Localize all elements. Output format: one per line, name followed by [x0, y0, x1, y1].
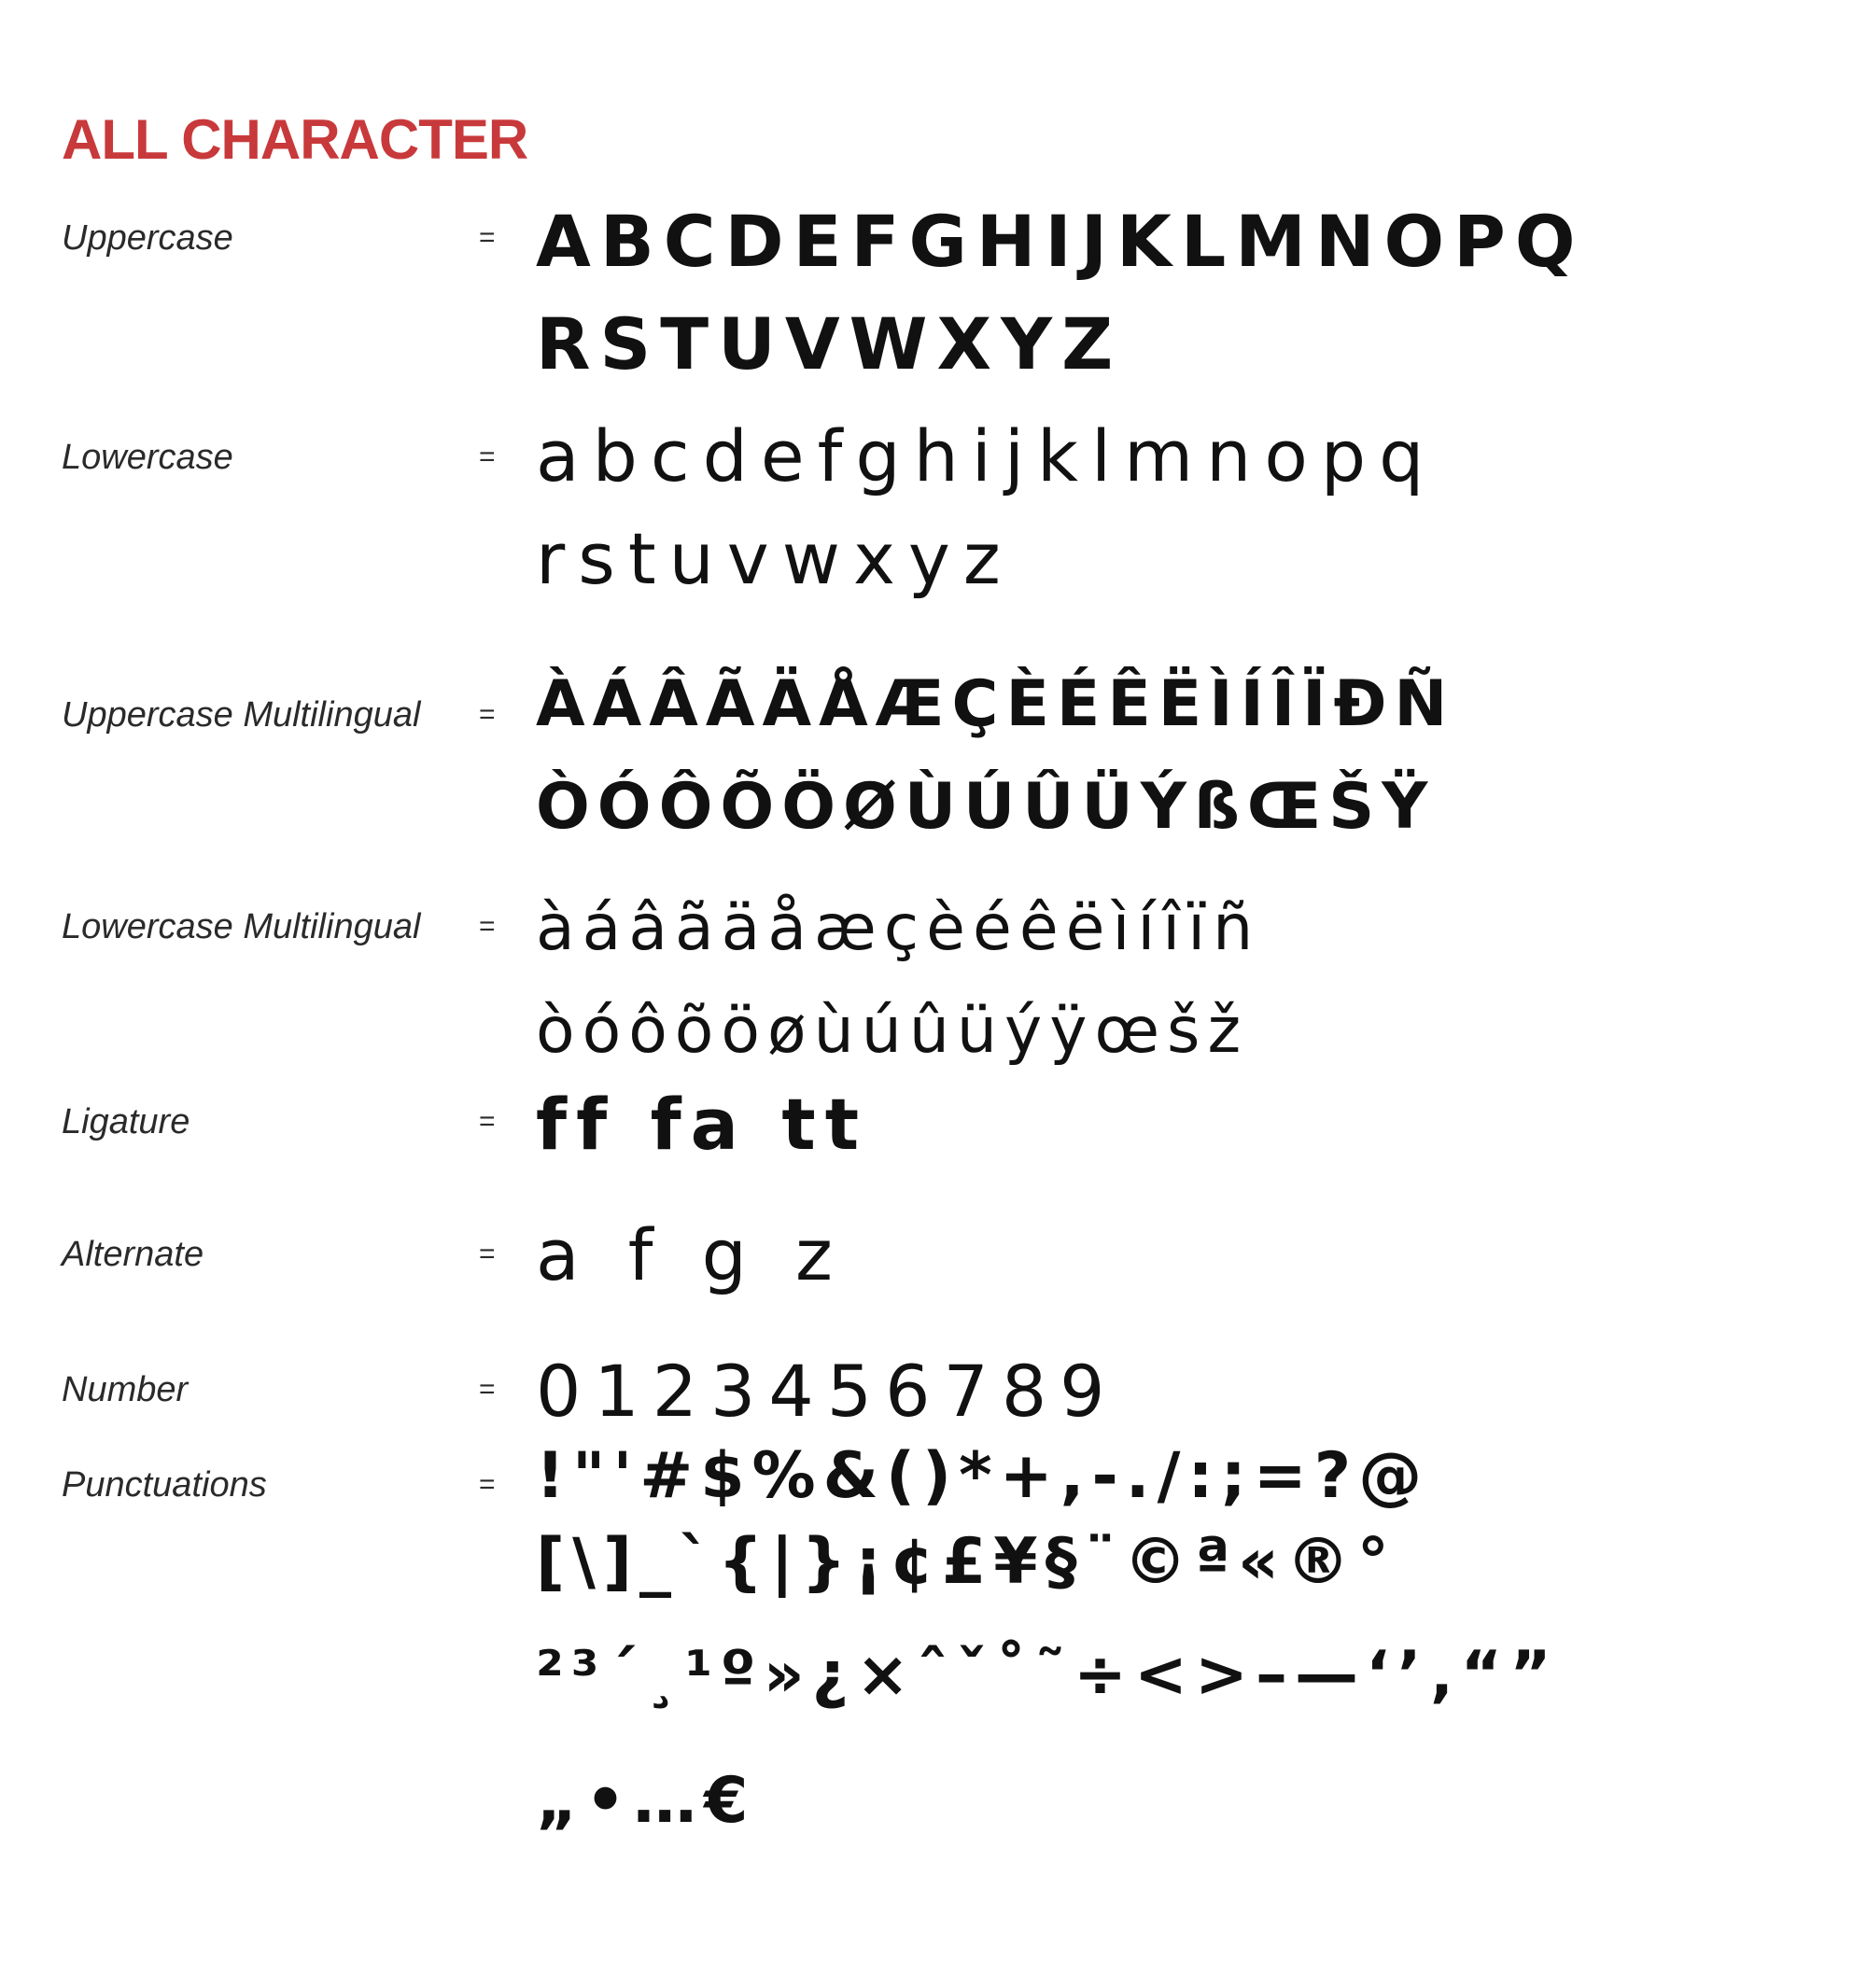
glyph-line: 0123456789: [536, 1350, 1118, 1433]
section-label: Number: [62, 1370, 189, 1409]
section-label: Ligature: [62, 1102, 190, 1141]
glyph-line: ABCDEFGHIJKLMNOPQ: [536, 200, 1585, 283]
glyph-line: [\]_`{|}¡¢£¥§¨©ª«®°: [536, 1525, 1397, 1599]
glyph-line: „•…€: [536, 1764, 756, 1838]
glyph-sample: [536, 190, 1585, 396]
glyph-sample: [536, 1434, 1563, 1857]
glyph-line: ÀÁÂÃÄÅÆÇÈÉÊËÌÍÎÏÐÑ: [536, 667, 1455, 741]
glyph-line: RSTUVWXYZ: [536, 302, 1123, 385]
equals-sign: =: [479, 911, 496, 942]
section-label: Punctuations: [62, 1465, 267, 1505]
glyph-line: rstuvwxyz: [536, 517, 1014, 600]
section-label: Lowercase Multilingual: [62, 907, 421, 946]
glyph-sample: [536, 877, 1563, 1083]
glyph-sample: [536, 1340, 1563, 1443]
glyph-line: òóôõöøùúûüýÿœšž: [536, 994, 1249, 1068]
page-title: ALL CHARACTER: [62, 108, 528, 171]
section-label: Uppercase: [62, 218, 233, 258]
section-label: Lowercase: [62, 438, 233, 477]
equals-sign: =: [479, 1106, 496, 1137]
equals-sign: =: [479, 1469, 496, 1500]
glyph-line: ff fa tt: [536, 1083, 869, 1166]
equals-sign: =: [479, 1374, 496, 1405]
glyph-line: àáâãäåæçèéêëìíîïñ: [536, 891, 1261, 965]
section-label: Alternate: [62, 1235, 204, 1274]
equals-sign: =: [479, 222, 496, 253]
section-label: Uppercase Multilingual: [62, 695, 421, 735]
glyph-sample: [536, 1073, 1563, 1176]
equals-sign: =: [479, 699, 496, 730]
glyph-line: a f g z: [536, 1213, 846, 1296]
equals-sign: =: [479, 1239, 496, 1269]
glyph-line: ÒÓÔÕÖØÙÚÛÜÝßŒŠŸ: [536, 770, 1436, 844]
glyph-line: abcdefghijklmnopq: [536, 414, 1438, 497]
equals-sign: =: [479, 441, 496, 472]
glyph-line: !"'#$%&()*+,-./:;=?@: [536, 1439, 1430, 1513]
glyph-line: ²³´¸¹º»¿×ˆˇ˚˜÷<>–—‘’‚“”: [536, 1638, 1559, 1712]
glyph-sample: [536, 1204, 1563, 1307]
glyph-sample: [536, 405, 1563, 610]
glyph-sample: [536, 653, 1563, 859]
